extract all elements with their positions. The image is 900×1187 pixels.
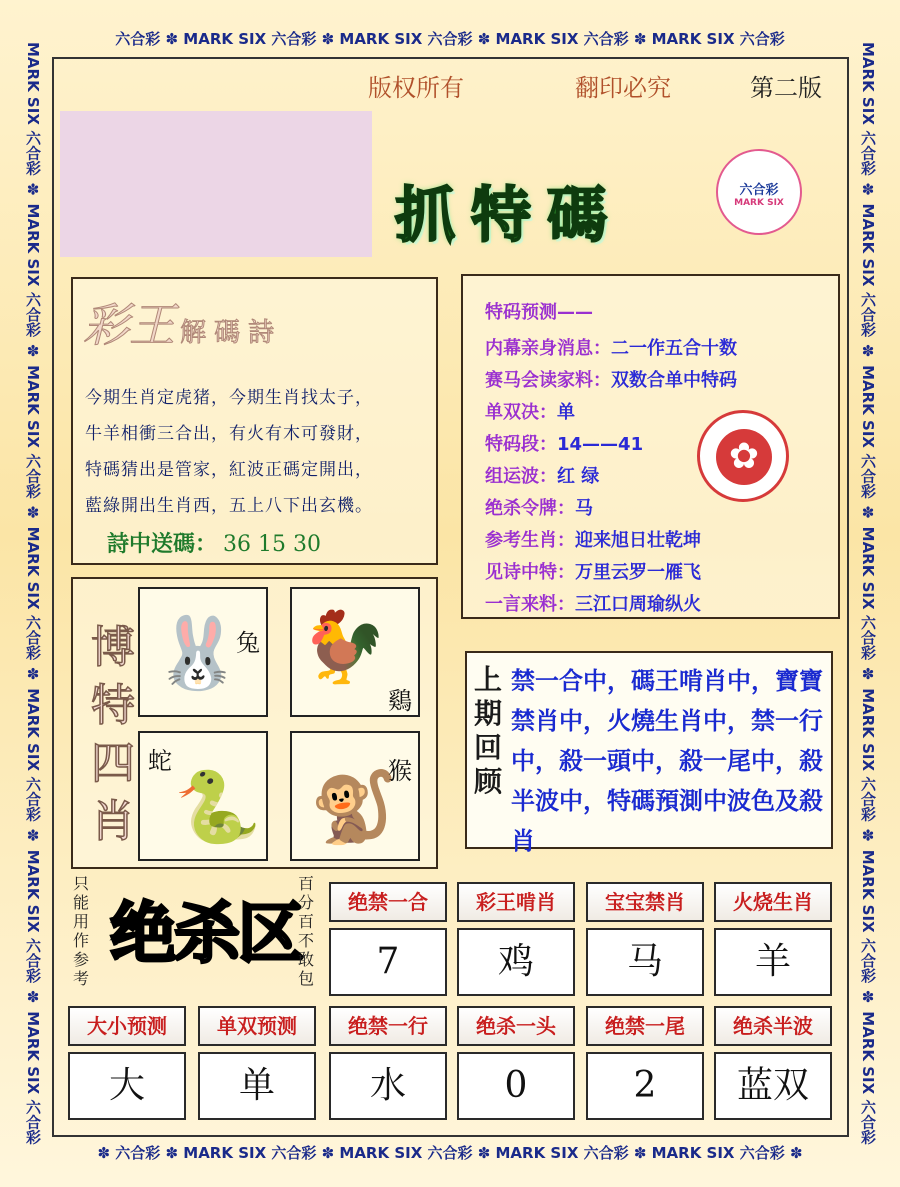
review-label (473, 663, 503, 799)
logo-main-text: 六合彩 (739, 183, 779, 198)
poem-line: 今期生肖定虎猪，今期生肖找太子， (85, 388, 373, 408)
review-label-char: 回 (473, 731, 502, 764)
kill-tile-label: 宝宝禁肖 (586, 882, 704, 922)
poem-heading (83, 289, 282, 355)
poem-gift-label: 詩中送碼： (107, 532, 218, 557)
kill-tile-label: 单双预测 (198, 1006, 316, 1046)
four-zodiac-title-char: 博 (91, 622, 135, 673)
prediction-key: 参考生肖： (485, 530, 575, 551)
kill-tile-label: 绝杀一头 (457, 1006, 575, 1046)
kill-tile-value: 2 (586, 1052, 704, 1120)
border-right-strip: MARK SIX 六合彩 ✽ MARK SIX 六合彩 ✽ MARK SIX 六合彩 ✽ MARK SIX 六合彩 ✽ MARK SIX 六合彩 ✽ MARK SIX 六合彩 ✽ MARK SIX 六合彩 (859, 41, 877, 1145)
kill-tile (329, 882, 447, 996)
four-zodiac-title (87, 619, 139, 851)
reference-only-note: 只能用作参考 (72, 874, 89, 988)
prediction-value: 马 (575, 498, 593, 519)
poem-heading-big: 彩王 (83, 298, 175, 352)
mark-six-logo (716, 149, 802, 235)
prediction-value: 迎来旭日壮乾坤 (575, 530, 701, 551)
kill-tile (457, 1006, 575, 1120)
no-guarantee-note: 百分百不敢包 (297, 874, 314, 988)
review-label-char: 上 (473, 663, 502, 696)
prediction-title: 特码预测—— (485, 302, 593, 323)
poem-line: 牛羊相衝三合出，有火有木可發財， (85, 424, 373, 444)
prediction-value: 14——41 (557, 434, 644, 455)
prediction-key: 组运波： (485, 466, 557, 487)
border-top-strip: 六合彩 ✽ MARK SIX 六合彩 ✽ MARK SIX 六合彩 ✽ MARK SIX 六合彩 ✽ MARK SIX 六合彩 (115, 30, 785, 48)
prediction-row (485, 398, 575, 424)
copyright-text: 版权所有 (368, 74, 464, 102)
zodiac-name: 鷄 (388, 687, 412, 715)
zodiac-name: 猴 (388, 757, 412, 785)
prediction-key: 单双决： (485, 402, 557, 423)
prediction-value: 三江口周瑜纵火 (575, 594, 701, 615)
prediction-value: 单 (557, 402, 575, 423)
poem-line: 藍綠開出生肖西，五上八下出玄機。 (85, 496, 373, 516)
page-title: 抓特碼 (395, 181, 623, 251)
kill-tile-value: 羊 (714, 928, 832, 996)
kill-tile-value: 蓝双 (714, 1052, 832, 1120)
kill-tile-value: 鸡 (457, 928, 575, 996)
snake-icon: 🐍 (174, 766, 262, 848)
bauhinia-icon: ✿ (728, 436, 760, 477)
prediction-row (485, 462, 599, 488)
kill-tile-label: 绝禁一尾 (586, 1006, 704, 1046)
kill-tile-label: 彩王啃肖 (457, 882, 575, 922)
kill-tile (714, 1006, 832, 1120)
four-zodiac-title-char: 四 (91, 738, 135, 789)
prediction-row (485, 334, 737, 360)
zodiac-name: 蛇 (148, 747, 172, 775)
zodiac-name: 兔 (236, 629, 260, 657)
kill-tile-label: 火烧生肖 (714, 882, 832, 922)
kill-tile (714, 882, 832, 996)
last-period-review-panel (465, 651, 833, 855)
kill-tile-value: 0 (457, 1052, 575, 1120)
four-zodiac-title-char: 特 (91, 680, 135, 731)
prediction-key: 绝杀令牌： (485, 498, 575, 519)
zodiac-card-rooster (290, 587, 420, 717)
pixelated-masthead (60, 111, 372, 257)
prediction-row (485, 366, 737, 392)
zodiac-card-snake (138, 731, 268, 861)
poem-gift-row (107, 527, 321, 558)
kill-tile-label: 绝禁一合 (329, 882, 447, 922)
kill-tile (457, 882, 575, 996)
kill-tile-label: 绝禁一行 (329, 1006, 447, 1046)
kill-tile-label: 绝杀半波 (714, 1006, 832, 1046)
rabbit-icon: 🐰 (154, 612, 242, 694)
prediction-key: 赛马会读家料： (485, 370, 611, 391)
kill-tile (68, 1006, 186, 1120)
kill-tile-value: 单 (198, 1052, 316, 1120)
no-reprint-text: 翻印必究 (575, 74, 671, 102)
kill-tile (586, 882, 704, 996)
four-zodiac-title-char: 肖 (91, 796, 135, 847)
prediction-key: 特码段： (485, 434, 557, 455)
prediction-value: 万里云罗一雁飞 (575, 562, 701, 583)
prediction-value: 双数合单中特码 (611, 370, 737, 391)
kill-tile-label: 大小预测 (68, 1006, 186, 1046)
edition-text: 第二版 (750, 74, 822, 102)
kill-tile-value: 水 (329, 1052, 447, 1120)
review-text: 禁一合中，碼王啃肖中，寶寶禁肖中，火燒生肖中，禁一行中，殺一頭中，殺一尾中，殺半波中，特碼預測中波色及殺肖 (511, 666, 823, 855)
kill-tile (329, 1006, 447, 1120)
poem-panel (71, 277, 438, 565)
kill-zone-title: 绝杀区 (110, 895, 302, 972)
poem-line: 特碼猜出是管家，紅波正碼定開出， (85, 460, 373, 480)
prediction-row (485, 590, 701, 616)
poem-heading-small: 解碼詩 (180, 318, 283, 348)
review-label-char: 顾 (473, 765, 502, 798)
prediction-value: 红 绿 (557, 466, 600, 487)
prediction-value: 二一作五合十数 (611, 338, 737, 359)
border-left-strip: MARK SIX 六合彩 ✽ MARK SIX 六合彩 ✽ MARK SIX 六合彩 ✽ MARK SIX 六合彩 ✽ MARK SIX 六合彩 ✽ MARK SIX 六合彩 ✽ MARK SIX 六合彩 (24, 41, 42, 1145)
kill-tile (198, 1006, 316, 1120)
review-label-char: 期 (473, 697, 502, 730)
prediction-key: 内幕亲身消息： (485, 338, 611, 359)
kill-tile-value: 马 (586, 928, 704, 996)
kill-tile-value: 7 (329, 928, 447, 996)
zodiac-card-rabbit (138, 587, 268, 717)
kill-tile (586, 1006, 704, 1120)
poem-gift-numbers: 36 15 30 (223, 532, 321, 557)
prediction-row (485, 558, 701, 584)
hk-seal-logo (697, 410, 789, 502)
zodiac-card-monkey (290, 731, 420, 861)
prediction-key: 见诗中特： (485, 562, 575, 583)
rooster-icon: 🐓 (300, 606, 388, 688)
prediction-key: 一言来料： (485, 594, 575, 615)
prediction-row (485, 526, 701, 552)
kill-tile-value: 大 (68, 1052, 186, 1120)
prediction-row (485, 430, 643, 456)
border-bottom-strip: ✽ 六合彩 ✽ MARK SIX 六合彩 ✽ MARK SIX 六合彩 ✽ MARK SIX 六合彩 ✽ MARK SIX 六合彩 ✽ (97, 1144, 803, 1162)
monkey-icon: 🐒 (310, 766, 398, 848)
logo-sub-text: MARK SIX (734, 198, 784, 208)
prediction-row (485, 494, 593, 520)
